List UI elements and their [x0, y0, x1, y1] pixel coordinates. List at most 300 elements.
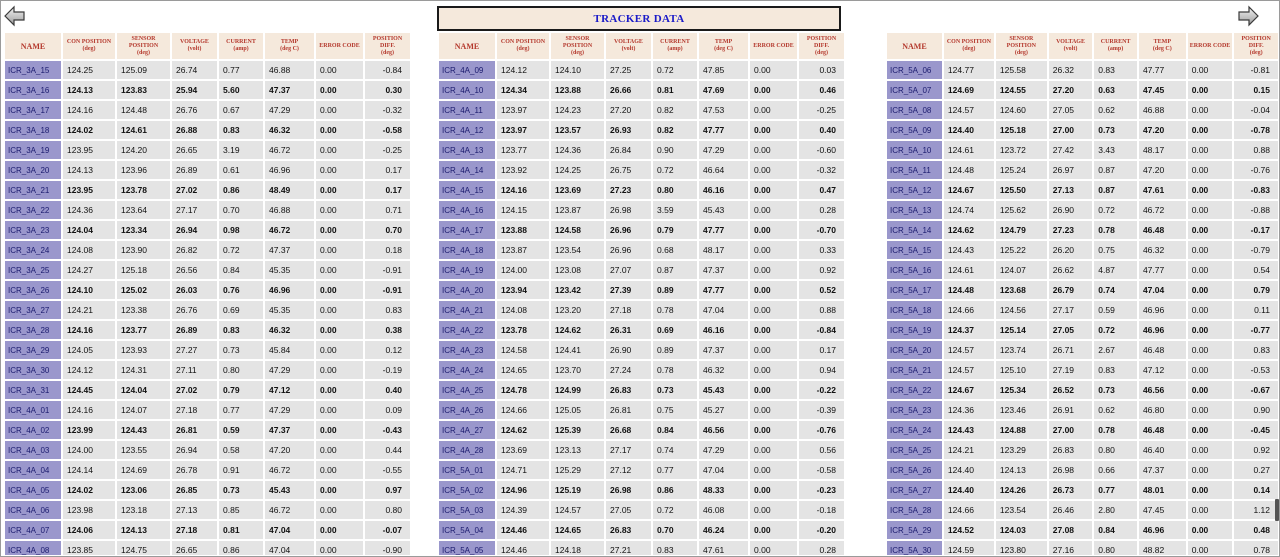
cell-current: 0.83	[1094, 361, 1137, 379]
cell-voltage: 27.05	[606, 501, 651, 519]
cell-position-diff: 0.18	[365, 241, 410, 259]
cell-temp: 46.88	[1139, 101, 1186, 119]
table-row[interactable]	[5, 101, 410, 119]
cell-position-diff: -0.77	[1234, 321, 1278, 339]
cell-voltage: 27.18	[172, 401, 217, 419]
cell-temp: 45.43	[699, 381, 748, 399]
table-row[interactable]	[887, 321, 1278, 339]
cell-name: ICR_3A_18	[5, 121, 61, 139]
table-row[interactable]	[439, 261, 844, 279]
cell-name: ICR_5A_26	[887, 461, 942, 479]
cell-name: ICR_4A_15	[439, 181, 495, 199]
cell-name: ICR_5A_02	[439, 481, 495, 499]
column-unit: (deg C)	[714, 46, 733, 52]
cell-temp: 46.96	[265, 281, 314, 299]
cell-error-code: 0.00	[316, 501, 363, 519]
table-row[interactable]	[5, 501, 410, 519]
cell-con-position: 124.13	[63, 161, 115, 179]
cell-temp: 47.29	[699, 141, 748, 159]
cell-position-diff: 0.92	[1234, 441, 1278, 459]
cell-temp: 45.27	[699, 401, 748, 419]
cell-current: 0.70	[219, 201, 263, 219]
cell-sensor-position: 124.03	[996, 521, 1047, 539]
cell-current: 0.87	[1094, 181, 1137, 199]
cell-error-code: 0.00	[316, 481, 363, 499]
table-row[interactable]	[5, 441, 410, 459]
cell-error-code: 0.00	[750, 281, 797, 299]
cell-con-position: 124.37	[944, 321, 994, 339]
cell-error-code: 0.00	[316, 361, 363, 379]
table-row[interactable]	[887, 141, 1278, 159]
column-unit: (deg)	[1249, 49, 1263, 56]
cell-con-position: 124.36	[944, 401, 994, 419]
cell-current: 0.86	[219, 181, 263, 199]
cell-sensor-position: 124.13	[996, 461, 1047, 479]
cell-current: 0.87	[653, 261, 697, 279]
cell-position-diff: -0.39	[799, 401, 844, 419]
cell-position-diff: 0.28	[799, 201, 844, 219]
cell-position-diff: -0.32	[799, 161, 844, 179]
table-row[interactable]	[887, 61, 1278, 79]
cell-con-position: 123.85	[63, 541, 115, 555]
cell-con-position: 124.71	[497, 461, 549, 479]
column-unit: (deg)	[1014, 49, 1028, 56]
cell-name: ICR_4A_06	[5, 501, 61, 519]
cell-con-position: 124.67	[944, 181, 994, 199]
cell-error-code: 0.00	[1188, 381, 1233, 399]
cell-sensor-position: 123.08	[551, 261, 604, 279]
cell-voltage: 27.21	[606, 541, 651, 555]
cell-sensor-position: 124.41	[551, 341, 604, 359]
cell-con-position: 124.69	[944, 81, 994, 99]
cell-current: 0.59	[219, 421, 263, 439]
cell-current: 0.90	[653, 141, 697, 159]
cell-error-code: 0.00	[1188, 261, 1233, 279]
column-unit: (deg)	[137, 49, 150, 56]
cell-error-code: 0.00	[316, 381, 363, 399]
table-row[interactable]	[5, 201, 410, 219]
cell-error-code: 0.00	[316, 441, 363, 459]
table-row[interactable]	[887, 281, 1278, 299]
cell-con-position: 124.12	[497, 61, 549, 79]
cell-error-code: 0.00	[316, 141, 363, 159]
cell-sensor-position: 123.38	[117, 301, 170, 319]
table-row[interactable]	[5, 341, 410, 359]
cell-current: 0.89	[653, 341, 697, 359]
cell-current: 0.62	[1094, 401, 1137, 419]
cell-name: ICR_4A_18	[439, 241, 495, 259]
table-row[interactable]	[5, 541, 410, 555]
cell-voltage: 27.18	[172, 521, 217, 539]
cell-current: 0.80	[653, 181, 697, 199]
cell-name: ICR_5A_03	[439, 501, 495, 519]
cell-sensor-position: 123.74	[996, 341, 1047, 359]
cell-current: 0.72	[653, 61, 697, 79]
table-row[interactable]	[887, 381, 1278, 399]
cell-error-code: 0.00	[316, 221, 363, 239]
table-row[interactable]	[887, 421, 1278, 439]
column-header-position-diff	[1234, 33, 1278, 59]
cell-error-code: 0.00	[1188, 81, 1233, 99]
cell-position-diff: 0.40	[365, 381, 410, 399]
cell-sensor-position: 123.88	[551, 81, 604, 99]
cell-con-position: 124.02	[63, 481, 115, 499]
cell-name: ICR_5A_22	[887, 381, 942, 399]
cell-con-position: 124.05	[63, 341, 115, 359]
cell-position-diff: 0.92	[799, 261, 844, 279]
cell-voltage: 26.52	[1049, 381, 1093, 399]
cell-position-diff: -0.84	[799, 321, 844, 339]
column-label: NAME	[20, 41, 46, 51]
cell-voltage: 26.82	[172, 241, 217, 259]
header-row	[439, 33, 844, 59]
table-row[interactable]	[439, 441, 844, 459]
column-unit: (deg)	[82, 46, 96, 52]
table-row[interactable]	[5, 121, 410, 139]
table-row[interactable]	[5, 381, 410, 399]
table-row[interactable]	[5, 401, 410, 419]
column-unit: (amp)	[233, 46, 249, 52]
cell-sensor-position: 123.80	[996, 541, 1047, 555]
cell-error-code: 0.00	[750, 501, 797, 519]
column-header-name	[887, 33, 942, 59]
cell-sensor-position: 123.90	[117, 241, 170, 259]
cell-con-position: 124.66	[944, 301, 994, 319]
cell-error-code: 0.00	[750, 221, 797, 239]
table-row[interactable]	[5, 481, 410, 499]
table-row[interactable]	[439, 541, 844, 555]
arrow-left-icon[interactable]	[3, 4, 27, 28]
cell-position-diff: 0.97	[365, 481, 410, 499]
table-row[interactable]	[5, 421, 410, 439]
table-row[interactable]	[887, 81, 1278, 99]
cell-current: 0.75	[1094, 241, 1137, 259]
table-row[interactable]	[887, 341, 1278, 359]
cell-voltage: 26.89	[172, 321, 217, 339]
table-row[interactable]	[887, 521, 1278, 539]
cell-con-position: 123.87	[497, 241, 549, 259]
cell-position-diff: -0.58	[799, 461, 844, 479]
table-row[interactable]	[5, 141, 410, 159]
cell-voltage: 26.03	[172, 281, 217, 299]
cell-current: 0.86	[653, 481, 697, 499]
cell-con-position: 123.97	[497, 101, 549, 119]
cell-temp: 46.32	[699, 361, 748, 379]
cell-name: ICR_4A_27	[439, 421, 495, 439]
table-row[interactable]	[5, 321, 410, 339]
cell-con-position: 124.61	[944, 141, 994, 159]
table-row[interactable]	[887, 301, 1278, 319]
table-row[interactable]	[439, 341, 844, 359]
table-row[interactable]	[439, 461, 844, 479]
cell-temp: 47.20	[265, 441, 314, 459]
cell-temp: 47.04	[265, 521, 314, 539]
tracker-panel-3	[885, 31, 1280, 555]
table-row[interactable]	[439, 101, 844, 119]
table-row[interactable]	[439, 201, 844, 219]
cell-temp: 47.04	[1139, 281, 1186, 299]
cell-temp: 46.08	[699, 501, 748, 519]
cell-temp: 47.61	[699, 541, 748, 555]
cell-sensor-position: 123.68	[996, 281, 1047, 299]
cell-sensor-position: 125.22	[996, 241, 1047, 259]
table-row[interactable]	[887, 241, 1278, 259]
cell-voltage: 26.83	[1049, 441, 1093, 459]
cell-error-code: 0.00	[1188, 241, 1233, 259]
cell-position-diff: -0.81	[1234, 61, 1278, 79]
cell-con-position: 123.95	[63, 181, 115, 199]
table-row[interactable]	[887, 361, 1278, 379]
table-row[interactable]	[439, 481, 844, 499]
cell-sensor-position: 125.24	[996, 161, 1047, 179]
column-label: TEMP	[1153, 39, 1171, 45]
table-row[interactable]	[5, 461, 410, 479]
cell-current: 0.78	[653, 361, 697, 379]
cell-error-code: 0.00	[750, 481, 797, 499]
table-row[interactable]	[5, 521, 410, 539]
cell-voltage: 27.11	[172, 361, 217, 379]
table-row[interactable]	[439, 81, 844, 99]
cell-current: 0.73	[653, 381, 697, 399]
tracker-table	[885, 31, 1280, 555]
cell-con-position: 124.52	[944, 521, 994, 539]
cell-sensor-position: 123.29	[996, 441, 1047, 459]
cell-current: 0.83	[1094, 61, 1137, 79]
cell-name: ICR_3A_28	[5, 321, 61, 339]
cell-current: 0.73	[219, 481, 263, 499]
cell-temp: 46.72	[265, 461, 314, 479]
table-row[interactable]	[5, 221, 410, 239]
scrollbar-thumb[interactable]	[1275, 499, 1279, 521]
table-row[interactable]	[439, 221, 844, 239]
table-row[interactable]	[887, 461, 1278, 479]
cell-voltage: 26.78	[172, 461, 217, 479]
cell-name: ICR_4A_12	[439, 121, 495, 139]
cell-name: ICR_5A_24	[887, 421, 942, 439]
cell-temp: 46.32	[265, 321, 314, 339]
cell-position-diff: 0.54	[1234, 261, 1278, 279]
cell-error-code: 0.00	[1188, 181, 1233, 199]
cell-name: ICR_5A_10	[887, 141, 942, 159]
cell-sensor-position: 124.07	[117, 401, 170, 419]
cell-name: ICR_4A_26	[439, 401, 495, 419]
table-row[interactable]	[887, 201, 1278, 219]
table-row[interactable]	[439, 401, 844, 419]
cell-error-code: 0.00	[1188, 481, 1233, 499]
cell-con-position: 124.78	[497, 381, 549, 399]
column-label: CON POSITION	[946, 39, 991, 45]
cell-temp: 48.33	[699, 481, 748, 499]
table-row[interactable]	[439, 61, 844, 79]
table-row[interactable]	[887, 261, 1278, 279]
table-row[interactable]	[5, 181, 410, 199]
cell-voltage: 26.76	[172, 101, 217, 119]
cell-name: ICR_4A_03	[5, 441, 61, 459]
table-row[interactable]	[439, 301, 844, 319]
cell-sensor-position: 124.26	[996, 481, 1047, 499]
table-row[interactable]	[887, 121, 1278, 139]
cell-sensor-position: 124.36	[551, 141, 604, 159]
cell-error-code: 0.00	[1188, 341, 1233, 359]
cell-current: 0.69	[219, 301, 263, 319]
table-row[interactable]	[5, 281, 410, 299]
table-row[interactable]	[887, 221, 1278, 239]
cell-voltage: 27.16	[1049, 541, 1093, 555]
cell-temp: 46.96	[265, 161, 314, 179]
cell-sensor-position: 124.07	[996, 261, 1047, 279]
cell-voltage: 26.73	[1049, 481, 1093, 499]
cell-voltage: 27.27	[172, 341, 217, 359]
table-row[interactable]	[439, 321, 844, 339]
cell-voltage: 26.97	[1049, 161, 1093, 179]
cell-current: 0.74	[653, 441, 697, 459]
cell-position-diff: -0.22	[799, 381, 844, 399]
cell-con-position: 123.88	[497, 221, 549, 239]
cell-current: 0.59	[1094, 301, 1137, 319]
cell-position-diff: 0.11	[1234, 301, 1278, 319]
table-row[interactable]	[5, 81, 410, 99]
cell-name: ICR_4A_10	[439, 81, 495, 99]
column-label: NAME	[902, 41, 927, 51]
cell-temp: 47.45	[1139, 81, 1186, 99]
cell-voltage: 25.94	[172, 81, 217, 99]
cell-temp: 47.77	[699, 121, 748, 139]
table-row[interactable]	[439, 521, 844, 539]
cell-con-position: 124.65	[497, 361, 549, 379]
table-row[interactable]	[439, 181, 844, 199]
table-row[interactable]	[439, 121, 844, 139]
cell-position-diff: -0.91	[365, 261, 410, 279]
cell-temp: 47.53	[699, 101, 748, 119]
cell-voltage: 27.24	[606, 361, 651, 379]
cell-sensor-position: 125.34	[996, 381, 1047, 399]
cell-current: 0.77	[653, 461, 697, 479]
table-row[interactable]	[439, 141, 844, 159]
cell-name: ICR_4A_25	[439, 381, 495, 399]
column-label: POSITION DIFF.	[372, 35, 403, 49]
cell-position-diff: 0.83	[1234, 341, 1278, 359]
cell-voltage: 26.85	[172, 481, 217, 499]
cell-voltage: 27.17	[606, 441, 651, 459]
cell-con-position: 124.74	[944, 201, 994, 219]
cell-sensor-position: 123.13	[551, 441, 604, 459]
cell-name: ICR_5A_30	[887, 541, 942, 555]
column-label: POSITION DIFF.	[1241, 35, 1271, 49]
cell-sensor-position: 123.70	[551, 361, 604, 379]
column-header-error-code	[316, 33, 363, 59]
table-row[interactable]	[439, 161, 844, 179]
table-row[interactable]	[887, 181, 1278, 199]
cell-temp: 46.88	[265, 61, 314, 79]
cell-name: ICR_4A_14	[439, 161, 495, 179]
cell-con-position: 124.16	[497, 181, 549, 199]
column-header-voltage	[606, 33, 651, 59]
cell-error-code: 0.00	[750, 341, 797, 359]
cell-error-code: 0.00	[750, 201, 797, 219]
cell-sensor-position: 124.48	[117, 101, 170, 119]
cell-error-code: 0.00	[1188, 221, 1233, 239]
column-header-name	[439, 33, 495, 59]
cell-current: 3.59	[653, 201, 697, 219]
cell-sensor-position: 123.06	[117, 481, 170, 499]
cell-position-diff: 0.48	[1234, 521, 1278, 539]
table-row[interactable]	[5, 301, 410, 319]
cell-position-diff: -0.84	[365, 61, 410, 79]
table-row[interactable]	[5, 261, 410, 279]
cell-error-code: 0.00	[1188, 421, 1233, 439]
cell-position-diff: 0.56	[799, 441, 844, 459]
table-row[interactable]	[887, 161, 1278, 179]
cell-voltage: 27.18	[606, 301, 651, 319]
cell-error-code: 0.00	[316, 261, 363, 279]
column-label: VOLTAGE	[180, 39, 209, 45]
table-row[interactable]	[5, 361, 410, 379]
cell-error-code: 0.00	[750, 381, 797, 399]
table-row[interactable]	[439, 361, 844, 379]
cell-error-code: 0.00	[316, 241, 363, 259]
cell-current: 0.91	[219, 461, 263, 479]
cell-error-code: 0.00	[316, 421, 363, 439]
cell-current: 0.63	[1094, 81, 1137, 99]
cell-con-position: 124.77	[944, 61, 994, 79]
cell-error-code: 0.00	[1188, 101, 1233, 119]
table-row[interactable]	[439, 381, 844, 399]
table-row[interactable]	[5, 161, 410, 179]
header-row	[5, 33, 410, 59]
cell-temp: 48.01	[1139, 481, 1186, 499]
table-row[interactable]	[887, 501, 1278, 519]
cell-name: ICR_5A_14	[887, 221, 942, 239]
table-row[interactable]	[887, 541, 1278, 555]
cell-current: 0.73	[1094, 381, 1137, 399]
cell-current: 0.79	[219, 381, 263, 399]
cell-sensor-position: 123.20	[551, 301, 604, 319]
cell-voltage: 26.93	[606, 121, 651, 139]
table-row[interactable]	[439, 421, 844, 439]
cell-name: ICR_5A_01	[439, 461, 495, 479]
cell-name: ICR_3A_20	[5, 161, 61, 179]
cell-position-diff: 0.44	[365, 441, 410, 459]
table-row[interactable]	[887, 481, 1278, 499]
cell-error-code: 0.00	[316, 521, 363, 539]
cell-temp: 46.48	[1139, 341, 1186, 359]
cell-error-code: 0.00	[1188, 521, 1233, 539]
arrow-right-icon[interactable]	[1236, 4, 1260, 28]
cell-name: ICR_5A_15	[887, 241, 942, 259]
table-row[interactable]	[5, 241, 410, 259]
cell-temp: 48.49	[265, 181, 314, 199]
cell-name: ICR_3A_19	[5, 141, 61, 159]
table-row[interactable]	[887, 441, 1278, 459]
cell-voltage: 26.94	[172, 221, 217, 239]
cell-temp: 47.20	[1139, 161, 1186, 179]
table-row[interactable]	[887, 401, 1278, 419]
cell-con-position: 124.00	[497, 261, 549, 279]
table-row[interactable]	[5, 61, 410, 79]
table-row[interactable]	[439, 281, 844, 299]
cell-current: 0.83	[219, 321, 263, 339]
table-row[interactable]	[439, 241, 844, 259]
cell-voltage: 26.91	[1049, 401, 1093, 419]
cell-sensor-position: 123.64	[117, 201, 170, 219]
cell-current: 0.83	[653, 541, 697, 555]
table-row[interactable]	[887, 101, 1278, 119]
cell-sensor-position: 125.14	[996, 321, 1047, 339]
cell-voltage: 26.94	[172, 441, 217, 459]
table-row[interactable]	[439, 501, 844, 519]
cell-current: 3.19	[219, 141, 263, 159]
column-label: ERROR CODE	[319, 42, 360, 49]
